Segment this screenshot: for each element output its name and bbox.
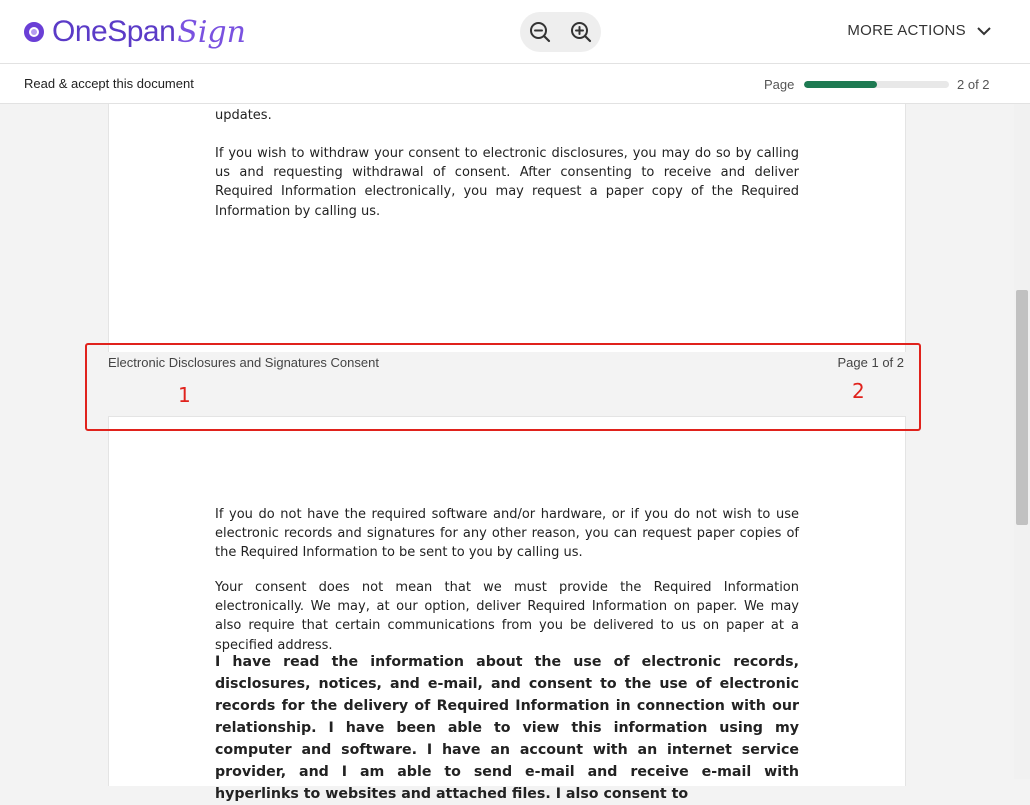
onespan-sign-logo xyxy=(24,10,246,54)
annotation-label-1: 1 xyxy=(178,383,191,407)
zoom-out-icon xyxy=(529,21,551,43)
page-footer-title: Electronic Disclosures and Signatures Consent xyxy=(108,355,379,370)
document-instruction: Read & accept this document xyxy=(24,76,194,91)
document-page-top xyxy=(108,104,906,352)
consent-statement: I have read the information about the use of electronic records, disclosures, notices, and e-mail, and consent to the use of electronic records for the delivery of Required Information in connection with our relationship. I have been able to view this information using my computer and software. I have an account with an internet service provider, and I am able to send e-mail and receive e-mail with hyperlinks to websites and attached files. I also consent to xyxy=(215,654,799,802)
onespan-ring-icon xyxy=(24,22,44,42)
more-actions-label: MORE ACTIONS xyxy=(847,22,966,39)
doc-paragraph: updates. xyxy=(215,108,272,123)
page-count: 2 of 2 xyxy=(957,77,990,92)
doc-paragraph: Your consent does not mean that we must provide the Required Information electronically. We may, at our option, deliver Required Information on paper. We may also require that certain communications from you be delivered to us on paper at a specified address. xyxy=(215,580,799,653)
page-progress-fill xyxy=(804,81,877,88)
page-progress-bar xyxy=(804,81,949,88)
scrollbar-thumb[interactable] xyxy=(1016,290,1028,525)
document-page-bottom xyxy=(108,416,906,802)
page-footer-number: Page 1 of 2 xyxy=(837,355,904,370)
more-actions-menu[interactable] xyxy=(847,22,992,39)
brand-word: OneSpan xyxy=(52,15,176,48)
document-subbar xyxy=(0,64,1030,104)
zoom-in-icon xyxy=(570,21,592,43)
annotation-label-2: 2 xyxy=(852,379,865,403)
app-header xyxy=(0,0,1030,64)
zoom-out-button[interactable] xyxy=(526,18,554,46)
chevron-down-icon xyxy=(976,26,992,36)
zoom-controls xyxy=(520,12,601,52)
zoom-in-button[interactable] xyxy=(567,18,595,46)
doc-paragraph: If you wish to withdraw your consent to electronic disclosures, you may do so by calling us and requesting withdrawal of consent. After consenting to receive and deliver Required Information electronically, you may request a paper copy of the Required Information by calling us. xyxy=(215,146,799,219)
page-label: Page xyxy=(764,77,795,92)
brand-script: Sign xyxy=(177,14,246,50)
annotation-box xyxy=(85,343,921,431)
doc-paragraph: If you do not have the required software and/or hardware, or if you do not wish to use electronic records and signatures for any other reason, you can request paper copies of the Required Information to be sent to you by calling us. xyxy=(215,507,799,561)
